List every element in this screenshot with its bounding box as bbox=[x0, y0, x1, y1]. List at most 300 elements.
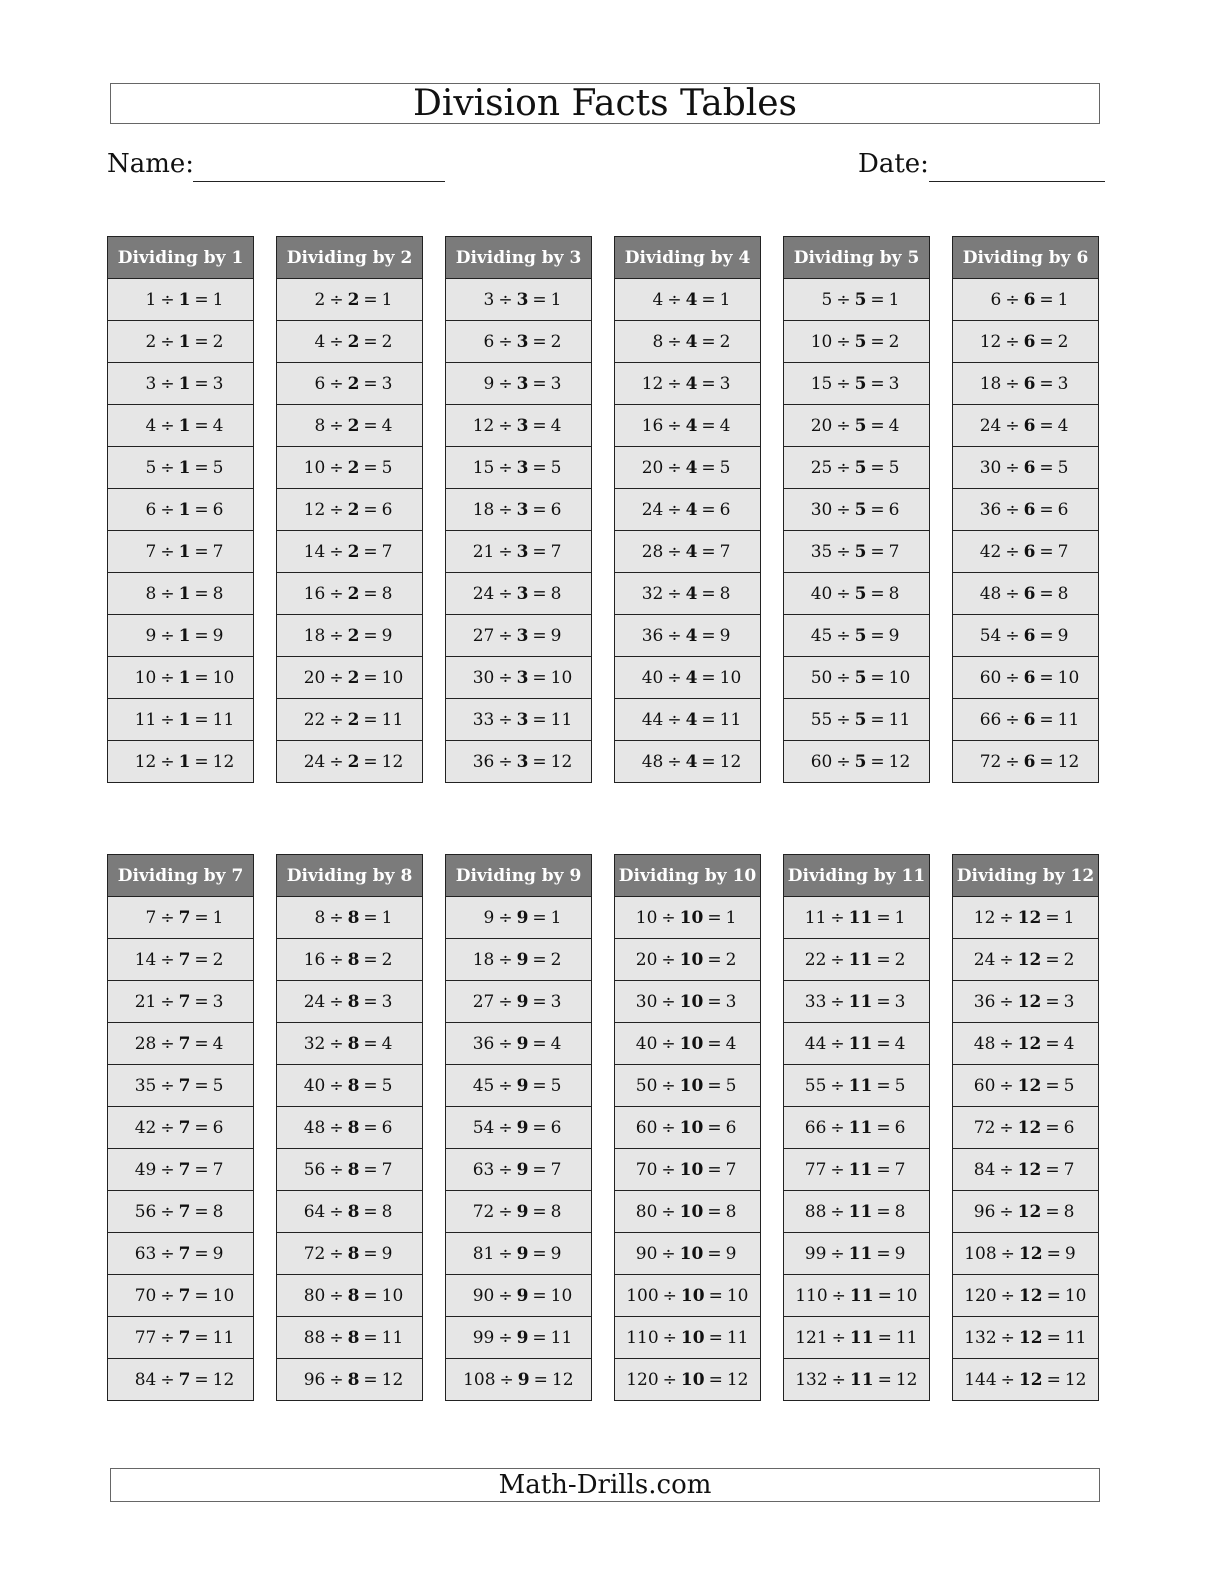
divide-sign: ÷ bbox=[329, 709, 344, 730]
table-row bbox=[446, 699, 591, 741]
divisor: 9 bbox=[517, 1369, 530, 1390]
dividend: 88 bbox=[804, 1201, 827, 1222]
equals-sign: = bbox=[707, 1159, 722, 1180]
table-row bbox=[953, 657, 1098, 699]
divide-sign: ÷ bbox=[662, 1285, 677, 1306]
table-row bbox=[277, 981, 422, 1023]
quotient: 11 bbox=[726, 1327, 749, 1348]
table-row bbox=[108, 489, 253, 531]
name-label: Name: bbox=[107, 149, 195, 179]
table-row bbox=[446, 1317, 591, 1359]
equals-sign: = bbox=[1039, 751, 1054, 772]
dividend: 27 bbox=[472, 991, 495, 1012]
quotient: 7 bbox=[1057, 541, 1069, 562]
table-row bbox=[446, 531, 591, 573]
quotient: 10 bbox=[888, 667, 911, 688]
divide-sign: ÷ bbox=[160, 1369, 175, 1390]
divisor: 8 bbox=[347, 991, 360, 1012]
dividend: 18 bbox=[979, 373, 1002, 394]
quotient: 10 bbox=[550, 1285, 573, 1306]
table-row bbox=[953, 981, 1098, 1023]
table-row bbox=[615, 1359, 760, 1400]
dividend: 77 bbox=[804, 1159, 827, 1180]
table-row bbox=[277, 363, 422, 405]
divisor: 1 bbox=[178, 625, 191, 646]
table-row bbox=[446, 1233, 591, 1275]
dividend: 10 bbox=[303, 457, 326, 478]
table-row bbox=[277, 1107, 422, 1149]
table-row bbox=[784, 321, 929, 363]
dividend: 9 bbox=[145, 625, 157, 646]
quotient: 1 bbox=[719, 289, 731, 310]
equals-sign: = bbox=[532, 1327, 547, 1348]
equals-sign: = bbox=[194, 1243, 209, 1264]
dividend: 108 bbox=[964, 1243, 997, 1264]
equals-sign: = bbox=[363, 1285, 378, 1306]
dividend: 96 bbox=[973, 1201, 996, 1222]
equals-sign: = bbox=[870, 709, 885, 730]
divisor: 6 bbox=[1023, 583, 1036, 604]
table-row bbox=[277, 405, 422, 447]
divisor: 3 bbox=[516, 709, 529, 730]
dividend: 44 bbox=[641, 709, 664, 730]
divide-sign: ÷ bbox=[499, 1369, 514, 1390]
divide-sign: ÷ bbox=[498, 1285, 513, 1306]
divide-sign: ÷ bbox=[667, 457, 682, 478]
table-row bbox=[446, 573, 591, 615]
divide-sign: ÷ bbox=[498, 583, 513, 604]
dividend: 48 bbox=[303, 1117, 326, 1138]
dividend: 12 bbox=[973, 907, 996, 928]
equals-sign: = bbox=[701, 667, 716, 688]
quotient: 10 bbox=[381, 1285, 404, 1306]
quotient: 5 bbox=[550, 457, 562, 478]
equals-sign: = bbox=[532, 457, 547, 478]
division-table bbox=[952, 854, 1099, 1401]
divide-sign: ÷ bbox=[836, 457, 851, 478]
division-table bbox=[445, 236, 592, 783]
table-row bbox=[108, 573, 253, 615]
table-row bbox=[108, 321, 253, 363]
quotient: 4 bbox=[212, 415, 224, 436]
table-row bbox=[277, 897, 422, 939]
dividend: 30 bbox=[810, 499, 833, 520]
divide-sign: ÷ bbox=[1005, 415, 1020, 436]
equals-sign: = bbox=[870, 667, 885, 688]
equals-sign: = bbox=[532, 1201, 547, 1222]
equals-sign: = bbox=[363, 457, 378, 478]
quotient: 11 bbox=[550, 709, 573, 730]
dividend: 24 bbox=[641, 499, 664, 520]
divisor: 1 bbox=[178, 415, 191, 436]
quotient: 7 bbox=[719, 541, 731, 562]
quotient: 4 bbox=[1063, 1033, 1075, 1054]
divisor: 11 bbox=[848, 1201, 873, 1222]
equals-sign: = bbox=[1039, 331, 1054, 352]
quotient: 9 bbox=[719, 625, 731, 646]
divide-sign: ÷ bbox=[498, 415, 513, 436]
equals-sign: = bbox=[1045, 1159, 1060, 1180]
divide-sign: ÷ bbox=[329, 991, 344, 1012]
dividend: 7 bbox=[145, 907, 157, 928]
name-line[interactable] bbox=[193, 181, 445, 182]
table-row bbox=[953, 897, 1098, 939]
dividend: 55 bbox=[810, 709, 833, 730]
divide-sign: ÷ bbox=[160, 625, 175, 646]
dividend: 70 bbox=[134, 1285, 157, 1306]
division-table bbox=[614, 236, 761, 783]
dividend: 50 bbox=[635, 1075, 658, 1096]
date-label: Date: bbox=[858, 149, 929, 179]
equals-sign: = bbox=[1045, 1075, 1060, 1096]
divide-sign: ÷ bbox=[329, 1033, 344, 1054]
quotient: 7 bbox=[725, 1159, 737, 1180]
equals-sign: = bbox=[701, 541, 716, 562]
dividend: 8 bbox=[145, 583, 157, 604]
divisor: 5 bbox=[854, 373, 867, 394]
divisor: 5 bbox=[854, 583, 867, 604]
equals-sign: = bbox=[363, 751, 378, 772]
dividend: 49 bbox=[134, 1159, 157, 1180]
table-row bbox=[446, 321, 591, 363]
divisor: 3 bbox=[516, 751, 529, 772]
table-row bbox=[446, 279, 591, 321]
equals-sign: = bbox=[194, 1117, 209, 1138]
divide-sign: ÷ bbox=[667, 541, 682, 562]
quotient: 2 bbox=[1063, 949, 1075, 970]
table-row bbox=[953, 321, 1098, 363]
dividend: 40 bbox=[635, 1033, 658, 1054]
dividend: 72 bbox=[973, 1117, 996, 1138]
quotient: 7 bbox=[550, 1159, 562, 1180]
quotient: 12 bbox=[212, 1369, 235, 1390]
dividend: 132 bbox=[795, 1369, 828, 1390]
divisor: 7 bbox=[178, 1075, 191, 1096]
divide-sign: ÷ bbox=[661, 1117, 676, 1138]
equals-sign: = bbox=[363, 373, 378, 394]
quotient: 6 bbox=[1063, 1117, 1075, 1138]
quotient: 3 bbox=[719, 373, 731, 394]
quotient: 10 bbox=[212, 667, 235, 688]
table-row bbox=[615, 489, 760, 531]
divide-sign: ÷ bbox=[667, 289, 682, 310]
table-row bbox=[108, 405, 253, 447]
table-row bbox=[784, 615, 929, 657]
divide-sign: ÷ bbox=[1005, 583, 1020, 604]
dividend: 8 bbox=[652, 331, 664, 352]
table-row bbox=[446, 657, 591, 699]
dividend: 36 bbox=[641, 625, 664, 646]
table-header: Dividing by 12 bbox=[953, 855, 1098, 897]
equals-sign: = bbox=[532, 499, 547, 520]
divide-sign: ÷ bbox=[1005, 667, 1020, 688]
divisor: 11 bbox=[848, 1033, 873, 1054]
quotient: 6 bbox=[381, 499, 393, 520]
equals-sign: = bbox=[877, 1369, 892, 1390]
divide-sign: ÷ bbox=[999, 1201, 1014, 1222]
divisor: 1 bbox=[178, 667, 191, 688]
divide-sign: ÷ bbox=[498, 457, 513, 478]
divisor: 4 bbox=[685, 289, 698, 310]
divide-sign: ÷ bbox=[836, 499, 851, 520]
quotient: 2 bbox=[212, 331, 224, 352]
dividend: 42 bbox=[134, 1117, 157, 1138]
divide-sign: ÷ bbox=[1000, 1369, 1015, 1390]
divisor: 12 bbox=[1017, 1201, 1042, 1222]
dividend: 110 bbox=[795, 1285, 828, 1306]
quotient: 10 bbox=[212, 1285, 235, 1306]
divisor: 10 bbox=[679, 991, 704, 1012]
divide-sign: ÷ bbox=[831, 1285, 846, 1306]
divide-sign: ÷ bbox=[830, 1201, 845, 1222]
quotient: 11 bbox=[550, 1327, 573, 1348]
quotient: 12 bbox=[381, 751, 404, 772]
divide-sign: ÷ bbox=[329, 1285, 344, 1306]
equals-sign: = bbox=[701, 415, 716, 436]
divisor: 3 bbox=[516, 289, 529, 310]
quotient: 1 bbox=[381, 907, 393, 928]
quotient: 10 bbox=[895, 1285, 918, 1306]
table-row bbox=[446, 447, 591, 489]
divisor: 10 bbox=[680, 1369, 705, 1390]
equals-sign: = bbox=[532, 625, 547, 646]
equals-sign: = bbox=[870, 373, 885, 394]
table-row bbox=[446, 363, 591, 405]
table-row bbox=[615, 615, 760, 657]
quotient: 4 bbox=[719, 415, 731, 436]
quotient: 2 bbox=[719, 331, 731, 352]
divide-sign: ÷ bbox=[160, 289, 175, 310]
dividend: 24 bbox=[303, 991, 326, 1012]
divide-sign: ÷ bbox=[329, 1075, 344, 1096]
equals-sign: = bbox=[1045, 1117, 1060, 1138]
quotient: 5 bbox=[888, 457, 900, 478]
division-table bbox=[445, 854, 592, 1401]
dividend: 36 bbox=[973, 991, 996, 1012]
equals-sign: = bbox=[1039, 373, 1054, 394]
quotient: 2 bbox=[381, 331, 393, 352]
dividend: 50 bbox=[810, 667, 833, 688]
divisor: 6 bbox=[1023, 751, 1036, 772]
divisor: 4 bbox=[685, 457, 698, 478]
quotient: 10 bbox=[1057, 667, 1080, 688]
divide-sign: ÷ bbox=[661, 1159, 676, 1180]
equals-sign: = bbox=[194, 1075, 209, 1096]
equals-sign: = bbox=[532, 1159, 547, 1180]
equals-sign: = bbox=[1046, 1369, 1061, 1390]
quotient: 10 bbox=[719, 667, 742, 688]
quotient: 5 bbox=[550, 1075, 562, 1096]
equals-sign: = bbox=[701, 751, 716, 772]
table-row bbox=[784, 1275, 929, 1317]
divide-sign: ÷ bbox=[160, 991, 175, 1012]
table-row bbox=[784, 1107, 929, 1149]
equals-sign: = bbox=[194, 499, 209, 520]
dividend: 22 bbox=[303, 709, 326, 730]
divisor: 11 bbox=[848, 1117, 873, 1138]
division-table bbox=[107, 236, 254, 783]
equals-sign: = bbox=[870, 583, 885, 604]
table-row bbox=[446, 897, 591, 939]
divisor: 7 bbox=[178, 991, 191, 1012]
divide-sign: ÷ bbox=[1005, 625, 1020, 646]
quotient: 5 bbox=[212, 1075, 224, 1096]
divide-sign: ÷ bbox=[667, 667, 682, 688]
divisor: 1 bbox=[178, 457, 191, 478]
divide-sign: ÷ bbox=[160, 907, 175, 928]
divide-sign: ÷ bbox=[661, 907, 676, 928]
divisor: 10 bbox=[680, 1285, 705, 1306]
dividend: 12 bbox=[472, 415, 495, 436]
dividend: 33 bbox=[472, 709, 495, 730]
divisor: 12 bbox=[1017, 949, 1042, 970]
divide-sign: ÷ bbox=[836, 373, 851, 394]
dividend: 18 bbox=[472, 499, 495, 520]
divisor: 6 bbox=[1023, 541, 1036, 562]
quotient: 8 bbox=[888, 583, 900, 604]
table-row bbox=[615, 897, 760, 939]
quotient: 4 bbox=[550, 415, 562, 436]
dividend: 6 bbox=[483, 331, 495, 352]
equals-sign: = bbox=[194, 583, 209, 604]
dividend: 11 bbox=[134, 709, 157, 730]
division-table bbox=[276, 236, 423, 783]
table-row bbox=[446, 981, 591, 1023]
equals-sign: = bbox=[707, 907, 722, 928]
dividend: 60 bbox=[979, 667, 1002, 688]
divisor: 8 bbox=[347, 1369, 360, 1390]
divisor: 5 bbox=[854, 457, 867, 478]
divisor: 7 bbox=[178, 1369, 191, 1390]
quotient: 12 bbox=[212, 751, 235, 772]
equals-sign: = bbox=[194, 1201, 209, 1222]
divide-sign: ÷ bbox=[329, 1117, 344, 1138]
equals-sign: = bbox=[1039, 583, 1054, 604]
quotient: 1 bbox=[550, 289, 562, 310]
quotient: 9 bbox=[888, 625, 900, 646]
date-line[interactable] bbox=[929, 181, 1105, 182]
table-row bbox=[108, 279, 253, 321]
divisor: 1 bbox=[178, 289, 191, 310]
divide-sign: ÷ bbox=[667, 625, 682, 646]
table-header: Dividing by 7 bbox=[108, 855, 253, 897]
divisor: 1 bbox=[178, 331, 191, 352]
quotient: 4 bbox=[381, 1033, 393, 1054]
quotient: 5 bbox=[719, 457, 731, 478]
dividend: 30 bbox=[979, 457, 1002, 478]
divide-sign: ÷ bbox=[160, 949, 175, 970]
equals-sign: = bbox=[701, 499, 716, 520]
quotient: 4 bbox=[1057, 415, 1069, 436]
quotient: 3 bbox=[550, 373, 562, 394]
divide-sign: ÷ bbox=[498, 373, 513, 394]
table-row bbox=[784, 897, 929, 939]
dividend: 20 bbox=[810, 415, 833, 436]
table-row bbox=[953, 1107, 1098, 1149]
divisor: 4 bbox=[685, 709, 698, 730]
equals-sign: = bbox=[708, 1369, 723, 1390]
divisor: 11 bbox=[848, 949, 873, 970]
divide-sign: ÷ bbox=[160, 331, 175, 352]
divisor: 7 bbox=[178, 1201, 191, 1222]
quotient: 3 bbox=[381, 991, 393, 1012]
table-row bbox=[953, 1233, 1098, 1275]
divide-sign: ÷ bbox=[160, 1033, 175, 1054]
quotient: 8 bbox=[550, 583, 562, 604]
quotient: 10 bbox=[726, 1285, 749, 1306]
equals-sign: = bbox=[533, 1369, 548, 1390]
divide-sign: ÷ bbox=[329, 457, 344, 478]
dividend: 24 bbox=[472, 583, 495, 604]
divide-sign: ÷ bbox=[498, 289, 513, 310]
equals-sign: = bbox=[363, 907, 378, 928]
equals-sign: = bbox=[707, 1075, 722, 1096]
dividend: 54 bbox=[979, 625, 1002, 646]
table-row bbox=[615, 1149, 760, 1191]
dividend: 72 bbox=[979, 751, 1002, 772]
quotient: 12 bbox=[895, 1369, 918, 1390]
quotient: 3 bbox=[1063, 991, 1075, 1012]
table-row bbox=[615, 531, 760, 573]
dividend: 60 bbox=[635, 1117, 658, 1138]
divisor: 4 bbox=[685, 751, 698, 772]
equals-sign: = bbox=[194, 457, 209, 478]
divisor: 10 bbox=[679, 907, 704, 928]
table-row bbox=[446, 1275, 591, 1317]
divide-sign: ÷ bbox=[498, 331, 513, 352]
divisor: 8 bbox=[347, 1117, 360, 1138]
quotient: 12 bbox=[719, 751, 742, 772]
divide-sign: ÷ bbox=[160, 1159, 175, 1180]
table-row bbox=[615, 1107, 760, 1149]
table-row bbox=[108, 741, 253, 782]
divisor: 11 bbox=[849, 1369, 874, 1390]
equals-sign: = bbox=[194, 331, 209, 352]
table-row bbox=[277, 1317, 422, 1359]
divisor: 4 bbox=[685, 625, 698, 646]
divide-sign: ÷ bbox=[667, 331, 682, 352]
dividend: 7 bbox=[145, 541, 157, 562]
divisor: 10 bbox=[679, 1033, 704, 1054]
table-row bbox=[615, 1191, 760, 1233]
equals-sign: = bbox=[1045, 1033, 1060, 1054]
divide-sign: ÷ bbox=[999, 991, 1014, 1012]
table-row bbox=[108, 363, 253, 405]
divisor: 1 bbox=[178, 583, 191, 604]
table-row bbox=[784, 939, 929, 981]
divide-sign: ÷ bbox=[830, 1243, 845, 1264]
equals-sign: = bbox=[194, 1159, 209, 1180]
dividend: 56 bbox=[134, 1201, 157, 1222]
quotient: 6 bbox=[1057, 499, 1069, 520]
quotient: 3 bbox=[212, 373, 224, 394]
divisor: 11 bbox=[848, 907, 873, 928]
table-row bbox=[277, 615, 422, 657]
dividend: 40 bbox=[303, 1075, 326, 1096]
dividend: 60 bbox=[973, 1075, 996, 1096]
equals-sign: = bbox=[532, 709, 547, 730]
divisor: 11 bbox=[848, 1075, 873, 1096]
divisor: 6 bbox=[1023, 373, 1036, 394]
equals-sign: = bbox=[532, 415, 547, 436]
divisor: 3 bbox=[516, 499, 529, 520]
divide-sign: ÷ bbox=[1000, 1285, 1015, 1306]
equals-sign: = bbox=[877, 1327, 892, 1348]
quotient: 1 bbox=[1063, 907, 1075, 928]
equals-sign: = bbox=[1045, 907, 1060, 928]
divisor: 11 bbox=[848, 1159, 873, 1180]
table-row bbox=[784, 573, 929, 615]
